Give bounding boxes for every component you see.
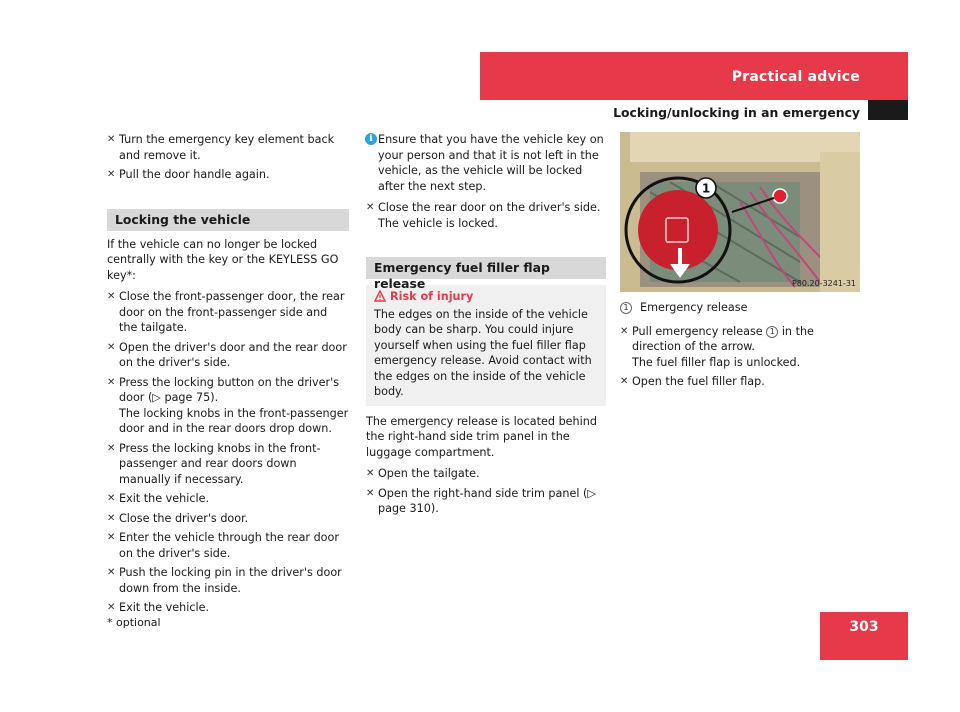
step-item: ✕ Close the front-passenger door, the rear door on the front-passenger side and the tailgate. [107,290,345,334]
chapter-header-bar [480,52,908,100]
section-heading-locking: Locking the vehicle [107,209,349,231]
step-item: ✕ Enter the vehicle through the rear door on the driver's side. [107,531,339,560]
step-marker-icon: ✕ [366,468,375,479]
step-marker-icon: ✕ [107,532,116,543]
step-item: ✕ Open the driver's door and the rear door on the driver's side. [107,340,347,369]
section-heading-fuel-flap: Emergency fuel filler flap release [366,257,606,279]
step-marker-icon: ✕ [107,341,116,353]
trunk-interior-illustration [620,132,860,292]
step-item: ✕ Press the locking knobs in the front-passenger and rear doors down manually if necessary. [107,441,321,486]
step-marker-icon: ✕ [107,442,116,454]
emergency-release-photo [620,132,860,292]
step-marker-icon: ✕ [107,602,116,613]
step-item [366,486,606,517]
step-marker-icon: ✕ [107,134,116,145]
step-marker-icon: ✕ [107,376,116,388]
step-item: ✕ Close the driver's door. [107,511,249,525]
step-item: ✕ Turn the emergency key element back and remove it. [107,133,335,162]
step-result: The fuel filler flap is unlocked. [632,355,801,369]
step-item: ✕ Exit the vehicle. [107,601,210,614]
footnote: * optional [107,616,161,629]
page-reference-link[interactable]: Press the locking button on the driver's door (▷ page 75). [119,375,340,404]
step-marker-icon: ✕ [366,202,375,213]
callout-number-icon: 1 [766,326,778,338]
step-result: The locking knobs in the front-passenger door and in the rear doors drop down. [119,406,349,435]
column-left [107,132,349,620]
location-text: The emergency release is located behind the right-hand side trim panel in the luggage compartment. [366,414,597,459]
figure-caption: 1 Emergency release [620,300,860,316]
step-marker-icon: ✕ [366,487,375,499]
photo-callout-number: 1 [701,181,711,196]
header-tab-marker [868,100,908,120]
callout-number-icon: 1 [620,302,632,314]
info-note: i Ensure that you have the vehicle key on your person and that it is not left in the vehicle, as the vehicle will be locked after the next step. [366,132,606,194]
photo-code: P80.20-3241-31 [791,279,856,288]
step-marker-icon: ✕ [107,567,116,578]
column-middle [366,132,606,521]
step-item: ✕ Open the fuel filler flap. [620,375,765,388]
step-result: The vehicle is locked. [378,216,498,230]
step-marker-icon: ✕ [620,376,629,387]
step-item: ✕ Push the locking pin in the driver's door down from the inside. [107,566,342,595]
page-number-box [820,612,908,660]
warning-text: The edges on the inside of the vehicle body can be sharp. You could injure yourself when using the fuel filler flap emergency release. Avoid contact with the edges on the inside of the vehicle body. [374,307,592,398]
page-reference-link[interactable]: Open the right-hand side trim panel (▷ page 310). [378,486,596,515]
subchapter-header [480,100,868,120]
page-number: 303 [849,619,879,635]
subchapter-title: Locking/unlocking in an emergency [613,105,860,120]
step-marker-icon: ✕ [107,512,116,524]
warning-triangle-icon [374,290,386,302]
step-item: ✕ Open the tailgate. [366,467,480,480]
step-marker-icon: ✕ [107,169,116,180]
step-item: ✕ Pull emergency release 1 in the direction of the arrow. The fuel filler flap is unlocked. [620,324,860,371]
step-item: ✕ Exit the vehicle. [107,492,210,505]
warning-box [366,285,606,406]
info-icon: i [365,133,377,145]
column-right [620,132,860,394]
step-item [107,375,349,437]
step-marker-icon: ✕ [107,291,116,302]
intro-text: If the vehicle can no longer be locked centrally with the key or the KEYLESS GO key*: [107,237,339,282]
warning-title: Risk of injury [374,289,604,305]
chapter-title: Practical advice [731,69,860,85]
step-marker-icon: ✕ [107,493,116,504]
step-marker-icon: ✕ [620,325,629,337]
step-item: ✕ Close the rear door on the driver's side. The vehicle is locked. [366,200,606,231]
step-item: ✕ Pull the door handle again. [107,168,270,181]
